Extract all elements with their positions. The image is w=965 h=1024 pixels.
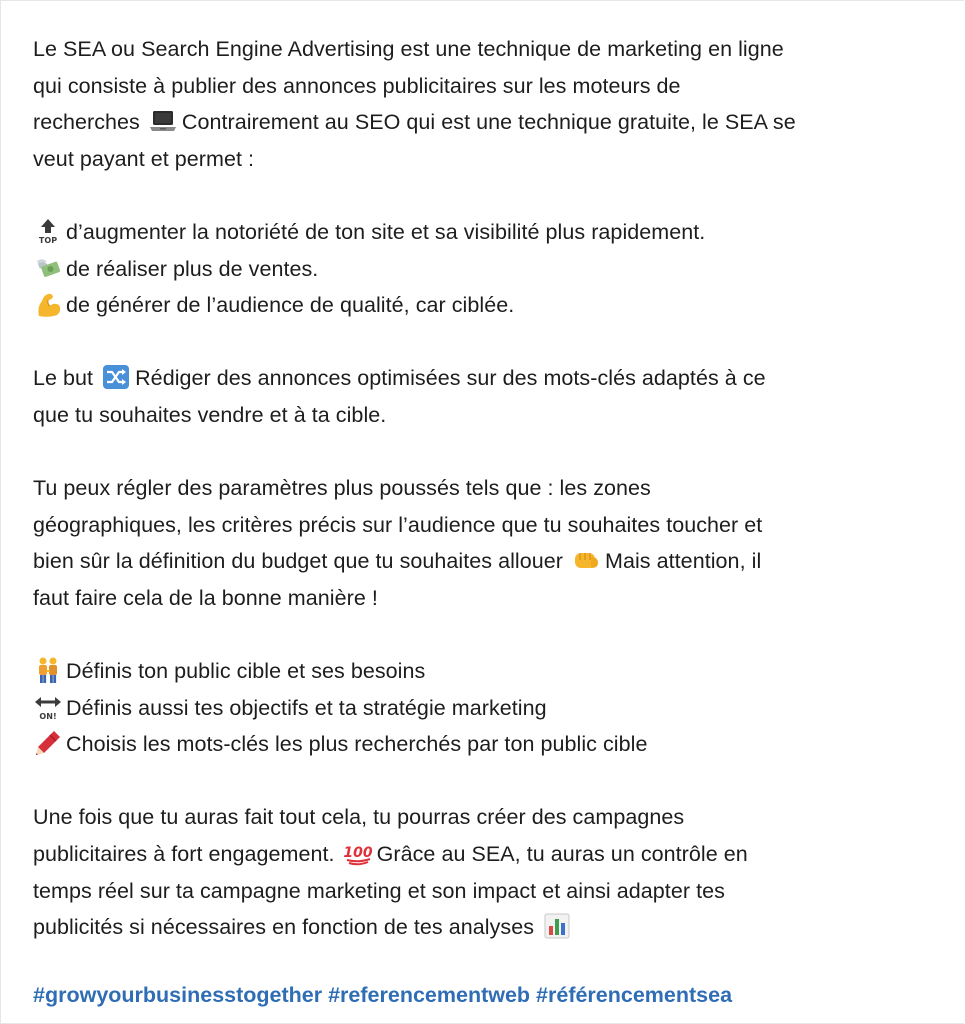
svg-text:TOP: TOP: [38, 235, 58, 245]
step-text: Définis ton public cible et ses besoins: [66, 659, 426, 684]
hashtag-link[interactable]: #référencementsea: [536, 983, 733, 1007]
conclusion-line-2-end: Grâce au SEA, tu auras un contrôle en: [376, 842, 748, 867]
conclusion-line-4: [33, 909, 963, 946]
conclusion-line-4-text: publicités si nécessaires en fonction de tes analyses: [33, 915, 535, 940]
intro-line-3: [33, 104, 963, 141]
settings-line-4: faut faire cela de la bonne manière !: [33, 585, 378, 610]
benefit-item: [33, 287, 963, 324]
goal-line-2: que tu souhaites vendre et à ta cible.: [33, 402, 387, 427]
spacer: [33, 617, 963, 654]
benefit-text: d’augmenter la notoriété de ton site et sa visibilité plus rapidement.: [66, 219, 706, 244]
conclusion-line-1: Une fois que tu auras fait tout cela, tu pourras créer des campagnes: [33, 805, 685, 830]
step-text: Définis aussi tes objectifs et ta stratégie marketing: [66, 695, 547, 720]
shuffle-icon: [101, 362, 131, 392]
svg-text:100: 100: [342, 845, 373, 862]
goal-line-1: [33, 360, 963, 397]
intro-line-1: Le SEA ou Search Engine Advertising est une technique de marketing en ligne: [33, 37, 784, 61]
settings-line-1: Tu peux régler des paramètres plus poussés tels que : les zones: [33, 476, 651, 501]
conclusion-line-3: temps réel sur ta campagne marketing et son impact et ainsi adapter tes: [33, 878, 725, 903]
top-arrow-icon: [33, 216, 63, 246]
benefit-item: [33, 214, 963, 251]
conclusion-line-2: [33, 836, 963, 873]
step-item: [33, 726, 963, 763]
money-with-wings-icon: [33, 253, 63, 283]
crayon-icon: [33, 728, 63, 758]
settings-line-3-end: Mais attention, il: [605, 549, 762, 574]
flexed-biceps-icon: [33, 289, 63, 319]
settings-line-2: géographiques, les critères précis sur l’audience que tu souhaites toucher et: [33, 512, 763, 537]
settings-line-3: [33, 543, 963, 580]
spacer: [33, 324, 963, 361]
step-text: Choisis les mots-clés les plus recherchés par ton public cible: [66, 732, 648, 757]
benefit-text: de générer de l’audience de qualité, car ciblée.: [66, 293, 515, 318]
benefit-text: de réaliser plus de ventes.: [66, 256, 319, 281]
step-item: [33, 690, 963, 727]
post-body: [33, 31, 963, 946]
spacer: [33, 434, 963, 471]
goal-line-1-end: Rédiger des annonces optimisées sur des mots-clés adaptés à ce: [135, 366, 766, 391]
hashtag-link[interactable]: #growyourbusinesstogether: [33, 983, 323, 1007]
svg-text:ON!: ON!: [39, 711, 57, 721]
on-arrow-icon: [33, 692, 63, 722]
intro-line-4: veut payant et permet :: [33, 146, 255, 171]
step-item: [33, 653, 963, 690]
spacer: [33, 763, 963, 800]
people-holding-hands-icon: [33, 655, 63, 685]
oncoming-fist-icon: [571, 545, 601, 575]
hashtag-list: [33, 983, 732, 1008]
bar-chart-icon: [542, 911, 572, 941]
goal-line-1-start: Le but: [33, 366, 94, 391]
hashtag-link[interactable]: #referencementweb: [328, 983, 531, 1007]
conclusion-line-2-start: publicitaires à fort engagement.: [33, 842, 335, 867]
intro-line-3-start: recherches: [33, 110, 140, 135]
spacer: [33, 177, 963, 214]
intro-line-3-end: Contrairement au SEO qui est une technique gratuite, le SEA se: [181, 110, 796, 135]
laptop-icon: [148, 106, 178, 136]
benefit-item: [33, 251, 963, 288]
settings-line-3-start: bien sûr la définition du budget que tu souhaites allouer: [33, 549, 563, 574]
hundred-points-icon: [343, 838, 373, 868]
intro-line-2: qui consiste à publier des annonces publicitaires sur les moteurs de: [33, 73, 681, 98]
